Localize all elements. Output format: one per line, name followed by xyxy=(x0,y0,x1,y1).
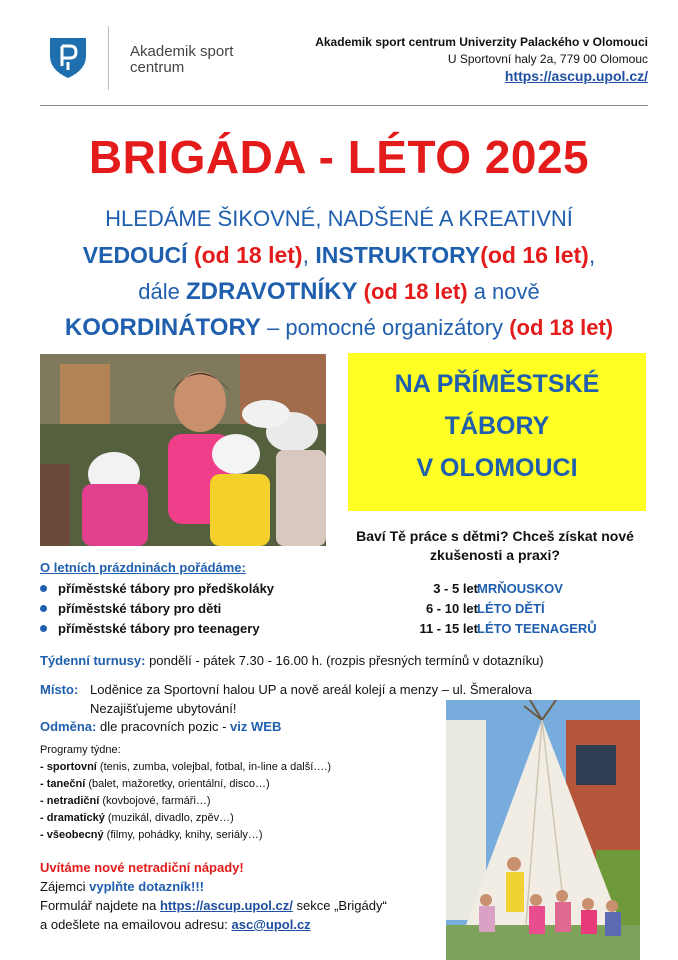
camp-age: 3 - 5 let xyxy=(433,581,478,596)
place-line2: Nezajišťujeme ubytování! xyxy=(90,701,237,716)
logo-line1: Akademik sport xyxy=(130,43,234,60)
place-label-text: Místo: xyxy=(40,682,79,697)
camp-title: LÉTO DĚTÍ xyxy=(477,601,545,616)
header-divider xyxy=(40,105,648,106)
lead-line4 xyxy=(0,314,678,342)
header-contact xyxy=(315,34,648,85)
bullet-icon xyxy=(40,585,47,592)
send-prefix: a odešlete na emailovou adresu: xyxy=(40,917,228,932)
upol-logo xyxy=(48,36,88,80)
program-name: sportovní xyxy=(46,761,97,773)
koord-desc: – pomocné organizátory xyxy=(267,315,504,340)
program-item: - dramatický (muzikál, divadlo, zpěv…) xyxy=(40,812,234,824)
place-line1: Loděnice za Sportovní halou UP a nově areál kolejí a menzy – ul. Šmeralova xyxy=(90,682,533,697)
question-line1: Baví Tě práce s dětmi? Chceš získat nové xyxy=(356,528,634,544)
weekly-turns xyxy=(40,651,640,670)
bullet-icon xyxy=(40,605,47,612)
camp-name: příměstské tábory pro děti xyxy=(58,601,222,616)
program-desc: (muzikál, divadlo, zpěv…) xyxy=(107,812,234,824)
camp-title: MRŇOUSKOV xyxy=(477,581,563,596)
program-desc: (kovbojové, farmáři…) xyxy=(102,795,211,807)
program-item: - taneční (balet, mažoretky, orientální, disco…) xyxy=(40,778,270,790)
program-item: - netradiční (kovbojové, farmáři…) xyxy=(40,795,211,807)
banner-line2: TÁBORY xyxy=(444,412,550,440)
camp-age: 11 - 15 let xyxy=(419,621,478,636)
program-desc: (filmy, pohádky, knihy, seriály…) xyxy=(106,829,263,841)
interested-label: Zájemci xyxy=(40,879,86,894)
banner-line1: NA PŘÍMĚSTSKÉ xyxy=(394,370,600,398)
header-url-link[interactable]: https://ascup.upol.cz/ xyxy=(504,68,648,84)
program-name: všeobecný xyxy=(46,829,104,841)
question-text xyxy=(345,527,645,565)
camp-name: příměstské tábory pro teenagery xyxy=(58,621,260,636)
lead-heading: HLEDÁME ŠIKOVNÉ, NADŠENÉ A KREATIVNÍ xyxy=(105,206,573,231)
lead-line3 xyxy=(0,278,678,306)
place-label xyxy=(40,680,78,699)
lead-line2: VEDOUCÍ (od 18 let), INSTRUKTORY(od 16 let), xyxy=(82,242,596,268)
program-desc: (tenis, zumba, volejbal, fotbal, in-line a další….) xyxy=(99,761,332,773)
age-vedouci: (od 18 let) xyxy=(193,242,303,268)
org-address: U Sportovní haly 2a, 779 00 Olomouc xyxy=(447,52,648,66)
program-item: - všeobecný (filmy, pohádky, knihy, seriály…) xyxy=(40,829,263,841)
program-name: netradiční xyxy=(46,795,100,807)
logo-text xyxy=(130,44,233,76)
camp-row xyxy=(40,601,660,621)
banner-line3: V OLOMOUCI xyxy=(416,454,578,482)
interested-line xyxy=(40,877,440,896)
age-zdravotniky: (od 18 let) xyxy=(363,279,468,304)
programs xyxy=(40,742,440,844)
programs-heading: Programy týdne: xyxy=(40,744,121,756)
camp-age: 6 - 10 let xyxy=(425,601,478,616)
age-instruktory: (od 16 let) xyxy=(480,242,589,268)
send-line xyxy=(40,915,440,934)
form-suffix: sekce „Brigády“ xyxy=(296,898,387,913)
email-link[interactable]: asc@upol.cz xyxy=(231,917,311,932)
camp-row xyxy=(40,581,660,601)
lead-dale: dále xyxy=(138,279,180,304)
lead-a-nove: a nově xyxy=(473,279,540,304)
weekly-text: pondělí - pátek 7.30 - 16.00 h. (rozpis přesných termínů v dotazníku) xyxy=(149,653,544,668)
weekly-label: Týdenní turnusy: xyxy=(40,653,146,668)
logo-line2: centrum xyxy=(130,59,185,76)
welcome-text: Uvítáme nové netradiční nápady! xyxy=(40,860,244,875)
role-vedouci: VEDOUCÍ xyxy=(82,242,188,268)
reward-text: dle pracovních pozic - xyxy=(99,719,227,734)
page-title: BRIGÁDA - LÉTO 2025 xyxy=(88,131,590,183)
age-koordinatory: (od 18 let) xyxy=(509,315,614,340)
camp-title: LÉTO TEENAGERŮ xyxy=(477,621,597,636)
closing xyxy=(40,858,440,934)
form-line xyxy=(40,896,440,915)
reward-label: Odměna: xyxy=(40,719,97,734)
reward-web-link[interactable]: viz WEB xyxy=(230,719,282,734)
photo-teepee-group xyxy=(446,700,640,960)
question-line2: zkušenosti a praxi? xyxy=(430,547,560,563)
org-name: Akademik sport centrum Univerzity Palackého v Olomouci xyxy=(315,35,648,49)
photo-leader-with-children xyxy=(40,354,326,546)
form-prefix: Formulář najdete na xyxy=(40,898,157,913)
bullet-icon xyxy=(40,625,47,632)
fill-questionnaire: vyplňte dotazník!!! xyxy=(89,879,204,894)
program-desc: (balet, mažoretky, orientální, disco…) xyxy=(88,778,270,790)
camp-row xyxy=(40,621,660,641)
program-name: taneční xyxy=(46,778,86,790)
summer-camps-banner xyxy=(348,353,646,511)
summer-heading: O letních prázdninách pořádáme: xyxy=(40,560,246,575)
camp-name: příměstské tábory pro předškoláky xyxy=(58,581,275,596)
role-instruktory: INSTRUKTORY xyxy=(315,242,481,268)
form-url-link[interactable]: https://ascup.upol.cz/ xyxy=(159,898,293,913)
logo-separator xyxy=(108,26,109,90)
lead-line1 xyxy=(0,206,678,232)
role-koordinatory: KOORDINÁTORY xyxy=(64,314,261,341)
reward xyxy=(40,717,281,736)
program-item: - sportovní (tenis, zumba, volejbal, fotbal, in-line a další….) xyxy=(40,761,332,773)
role-zdravotniky: ZDRAVOTNÍKY xyxy=(185,278,358,305)
program-name: dramatický xyxy=(46,812,105,824)
